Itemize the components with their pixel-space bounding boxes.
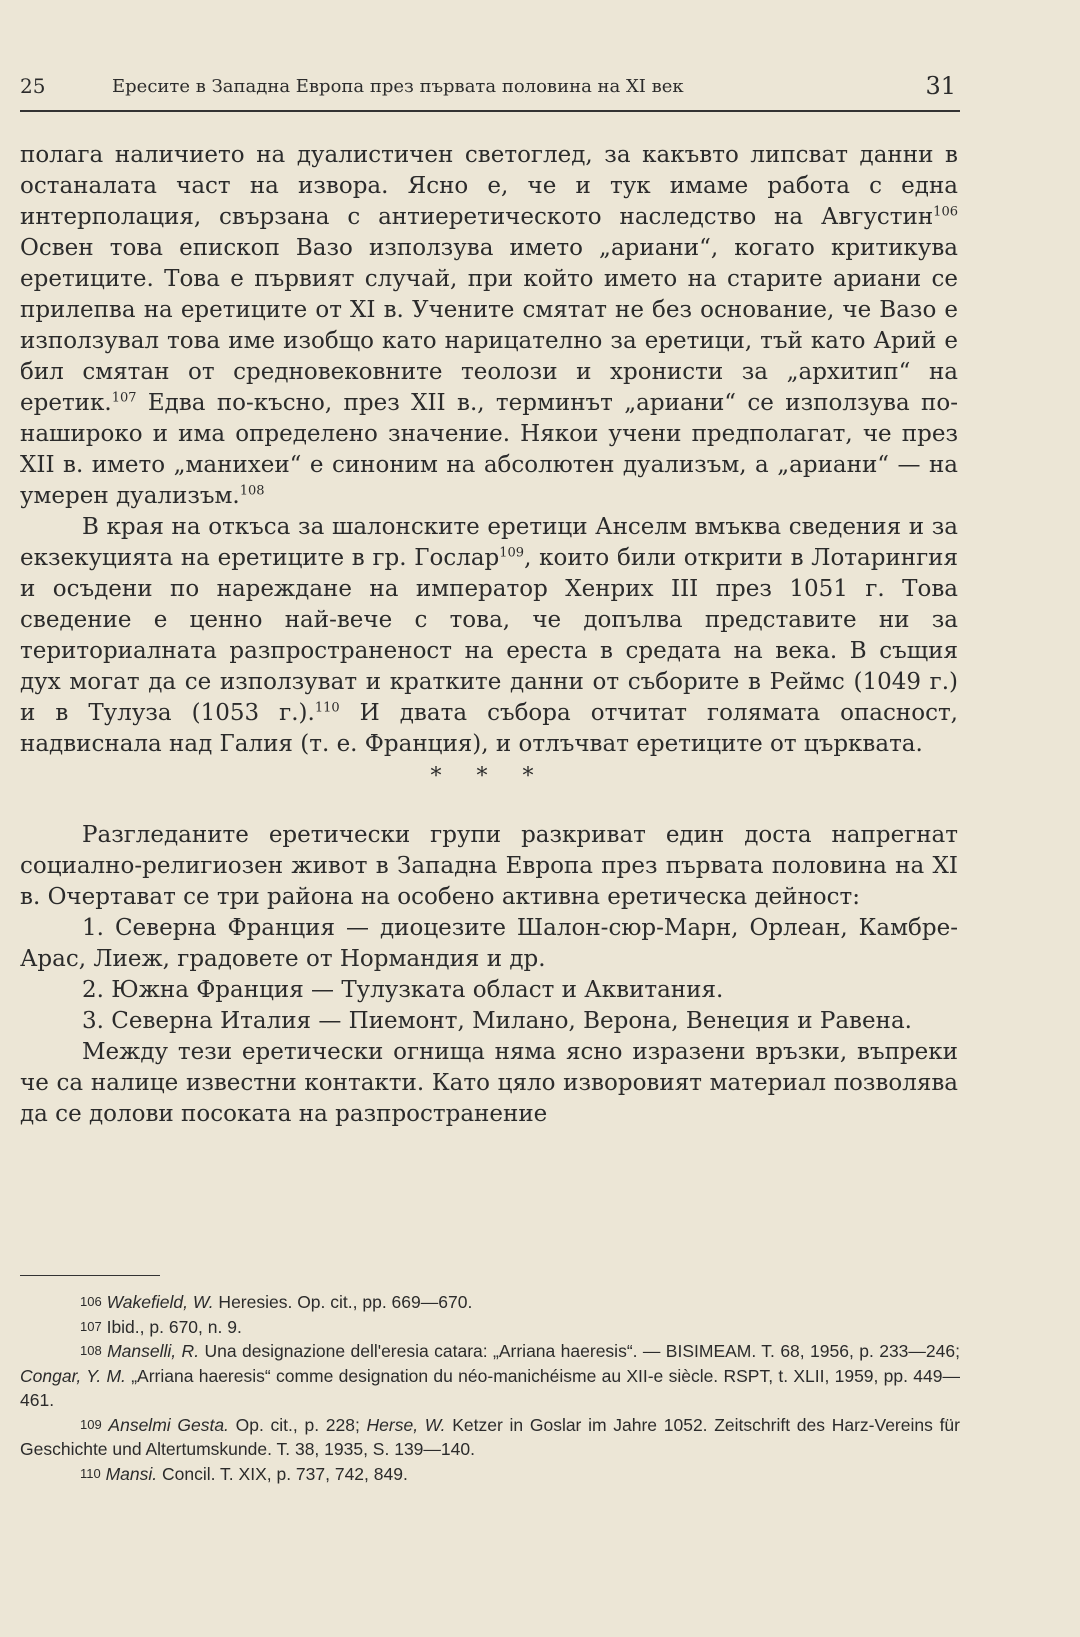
footnote-ref-108: 108 bbox=[239, 483, 265, 499]
list-item: 2. Южна Франция — Тулузката област и Аквитания. bbox=[82, 977, 724, 1003]
main-text bbox=[20, 140, 958, 1130]
paragraph-4: Между тези еретически огнища няма ясно изразени връзки, въпреки че са налице известни контакти. Като цяло изворовият материал позволява да се долови посоката на разпространение bbox=[20, 1039, 958, 1127]
footnote-106: $^{106}$ Wakefield, W. Heresies. Op. cit., pp. 669—670. bbox=[80, 1292, 473, 1312]
running-title: Ересите в Западна Европа през първата половина на XI век bbox=[112, 76, 684, 97]
list-item: 1. Северна Франция — диоцезите Шалон-сюр-Марн, Орлеан, Камбре-Арас, Лиеж, градовете от Нормандия и др. bbox=[20, 915, 958, 972]
paragraph-1: полага наличието на дуалистичен светоглед, за какъвто липсват данни в останалата част на извора. Ясно е, че и тук имаме работа с една интерполация, свързана с антиеретическото наследство на Августин$^{106}$ Освен това епископ Вазо използува името „ариани“, когато критикува еретиците. Това е първият случай, при който името на старите ариани се прилепва на еретиците от XI в. Учените смятат не без основание, че Вазо е използувал това име изобщо като нарицателно за еретици, тъй като Арий е бил смятан от средновековните теолози и хронисти за „архитип“ на еретик.$^{107}$ Едва по-късно, през XII в., терминът „ариани“ се използува по-нашироко и има определено значение. Някои учени предполагат, че през XII в. името „манихеи“ е синоним на абсолютен дуализъм, а „ариани“ — на умерен дуализъм.$^{108}$ bbox=[20, 142, 958, 509]
footnote-108: $^{108}$ Manselli, R. Una designazione dell'eresia catara: „Arriana haeresis“. — BISIMEAM. T. 68, 1956, p. 233—246; Congar, Y. M. „Arriana haeresis“ comme designation du néo-manichéisme au XII-e siècle. RSPT, t. XLII, 1959, pp. 449—461. bbox=[20, 1341, 960, 1410]
left-page-number: 25 bbox=[20, 74, 46, 98]
footnote-ref-109: 109 bbox=[499, 545, 525, 561]
page-number: 31 bbox=[925, 72, 956, 100]
paragraph-3: Разгледаните еретически групи разкриват един доста напрегнат социално-религиозен живот в Западна Европа през първата половина на XI в. Очертават се три района на особено активна еретическа дейност: bbox=[20, 822, 958, 910]
footnote-109: $^{109}$ Anselmi Gesta. Op. cit., p. 228; Herse, W. Ketzer in Goslar im Jahre 1052. Zeitschrift des Harz-Vereins für Geschichte und Altertumskunde. T. 38, 1935, S. 139—140. bbox=[20, 1414, 960, 1459]
footnote-rule bbox=[20, 1275, 160, 1276]
paragraph-2: В края на откъса за шалонските еретици Анселм вмъква сведения и за екзекуцията на еретиците в гр. Гослар$^{109}$, които били открити в Лотарингия и осъдени по нареждане на император Хенрих III през 1051 г. Това сведение е ценно най-вече с това, че допълва представите ни за териториалната разпространеност на ереста в средата на века. В същия дух могат да се използуват и кратките данни от съборите в Реймс (1049 г.) и в Тулуза (1053 г.).$^{110}$ И двата събора отчитат голямата опасност, надвиснала над Галия (т. е. Франция), и отлъчват еретиците от църквата. bbox=[20, 514, 958, 757]
footnote-ref-106: 106 bbox=[933, 204, 958, 220]
section-divider: * * * bbox=[430, 764, 548, 789]
footnote-107: $^{107}$ Ibid., p. 670, n. 9. bbox=[80, 1316, 242, 1337]
footnotes bbox=[20, 1290, 960, 1486]
running-header bbox=[20, 70, 960, 112]
list-item: 3. Северна Италия — Пиемонт, Милано, Верона, Венеция и Равена. bbox=[82, 1008, 912, 1034]
footnote-ref-110: 110 bbox=[314, 700, 340, 716]
footnote-110: $^{110}$ Mansi. Concil. T. XIX, p. 737, 742, 849. bbox=[80, 1463, 408, 1484]
footnote-ref-107: 107 bbox=[111, 390, 137, 406]
